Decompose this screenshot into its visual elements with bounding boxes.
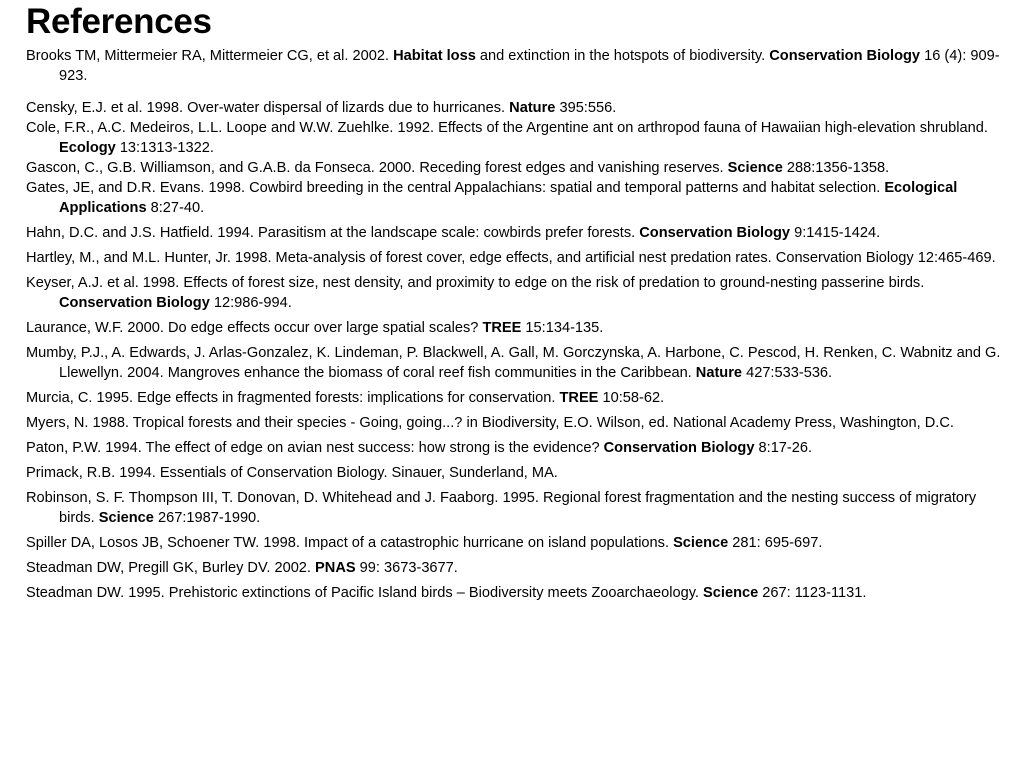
reference-text: 15:134-135. bbox=[521, 320, 604, 336]
reference-text: 13:1313-1322. bbox=[115, 140, 214, 156]
reference-item bbox=[26, 343, 1011, 383]
page-title: References bbox=[26, 2, 212, 41]
reference-text: Keyser, A.J. et al. 1998. Effects of forest size, nest density, and proximity to edge on the risk of predation to ground-nesting passerine birds. bbox=[26, 275, 925, 291]
reference-text: Brooks TM, Mittermeier RA, Mittermeier CG, et al. 2002. bbox=[26, 48, 394, 64]
reference-text: Steadman DW. 1995. Prehistoric extinctions of Pacific Island birds – Biodiversity meets Zooarchaeology. bbox=[26, 585, 704, 601]
reference-item bbox=[26, 388, 1011, 408]
reference-item bbox=[26, 533, 1011, 553]
reference-emphasis: Ecological Applications bbox=[59, 180, 958, 216]
reference-text: Hartley, M., and M.L. Hunter, Jr. 1998. Meta-analysis of forest cover, edge effects, and artificial nest predation rates. Conservation Biology 12:465-469. bbox=[26, 250, 996, 266]
reference-text: 16 (4): 909-923. bbox=[59, 48, 1000, 84]
reference-item bbox=[26, 318, 1011, 338]
reference-list bbox=[26, 46, 1011, 608]
reference-item bbox=[26, 223, 1011, 243]
reference-text: Mumby, P.J., A. Edwards, J. Arlas-Gonzalez, K. Lindeman, P. Blackwell, A. Gall, M. Gorczynska, A. Harbone, C. Pescod, H. Renken, C. Wabnitz and G. Llewellyn. 2004. Mangroves enhance the biomass of coral reef fish communities in the Caribbean. bbox=[26, 345, 1001, 381]
reference-emphasis: Conservation Biology bbox=[639, 225, 791, 241]
reference-item bbox=[26, 583, 1011, 603]
reference-item bbox=[26, 118, 1011, 158]
reference-text: Robinson, S. F. Thompson III, T. Donovan, D. Whitehead and J. Faaborg. 1995. Regional forest fragmentation and the nesting success of migratory birds. bbox=[26, 490, 977, 526]
reference-text: Laurance, W.F. 2000. Do edge effects occur over large spatial scales? bbox=[26, 320, 483, 336]
reference-emphasis: Conservation Biology bbox=[603, 440, 755, 456]
reference-text: 10:58-62. bbox=[598, 390, 665, 406]
reference-emphasis: TREE bbox=[559, 390, 599, 406]
reference-item bbox=[26, 558, 1011, 578]
reference-text: 267: 1123-1131. bbox=[758, 585, 867, 601]
reference-text: 395:556. bbox=[555, 100, 617, 116]
reference-item bbox=[26, 488, 1011, 528]
reference-item bbox=[26, 178, 1011, 218]
reference-emphasis: Ecology bbox=[59, 140, 116, 156]
reference-text: Gascon, C., G.B. Williamson, and G.A.B. da Fonseca. 2000. Receding forest edges and vanishing reserves. bbox=[26, 160, 728, 176]
reference-text: Murcia, C. 1995. Edge effects in fragmented forests: implications for conservation. bbox=[26, 390, 560, 406]
reference-item bbox=[26, 438, 1011, 458]
reference-text: 12:986-994. bbox=[209, 295, 292, 311]
reference-emphasis: Nature bbox=[509, 100, 556, 116]
reference-text: Myers, N. 1988. Tropical forests and their species - Going, going...? in Biodiversity, E.O. Wilson, ed. National Academy Press, Washington, D.C. bbox=[26, 415, 954, 431]
reference-text: Hahn, D.C. and J.S. Hatfield. 1994. Parasitism at the landscape scale: cowbirds prefer forests. bbox=[26, 225, 640, 241]
reference-text: and extinction in the hotspots of biodiversity. bbox=[475, 48, 770, 64]
reference-text: 99: 3673-3677. bbox=[355, 560, 458, 576]
reference-emphasis: Science bbox=[703, 585, 759, 601]
reference-text: Cole, F.R., A.C. Medeiros, L.L. Loope and W.W. Zuehlke. 1992. Effects of the Argentine ant on arthropod fauna of Hawaiian high-elevation shrubland. bbox=[26, 120, 988, 136]
reference-item bbox=[26, 273, 1011, 313]
reference-text: 427:533-536. bbox=[742, 365, 833, 381]
reference-text: Primack, R.B. 1994. Essentials of Conservation Biology. Sinauer, Sunderland, MA. bbox=[26, 465, 558, 481]
reference-emphasis: Conservation Biology bbox=[59, 295, 210, 311]
reference-text: 8:17-26. bbox=[754, 440, 813, 456]
reference-item bbox=[26, 158, 1011, 178]
reference-item bbox=[26, 463, 1011, 483]
reference-emphasis: PNAS bbox=[315, 560, 356, 576]
reference-emphasis: Science bbox=[673, 535, 729, 551]
reference-emphasis: Conservation Biology bbox=[769, 48, 921, 64]
reference-text: 8:27-40. bbox=[146, 200, 205, 216]
reference-item bbox=[26, 98, 1011, 118]
reference-text: Paton, P.W. 1994. The effect of edge on avian nest success: how strong is the evidence? bbox=[26, 440, 604, 456]
reference-text: Steadman DW, Pregill GK, Burley DV. 2002. bbox=[26, 560, 316, 576]
reference-text: Censky, E.J. et al. 1998. Over-water dispersal of lizards due to hurricanes. bbox=[26, 100, 510, 116]
reference-emphasis: TREE bbox=[482, 320, 522, 336]
reference-item bbox=[26, 248, 1011, 268]
reference-text: 288:1356-1358. bbox=[782, 160, 890, 176]
reference-item bbox=[26, 46, 1011, 86]
reference-text: 267:1987-1990. bbox=[153, 510, 261, 526]
reference-text: 9:1415-1424. bbox=[790, 225, 881, 241]
reference-emphasis: Habitat loss bbox=[393, 48, 476, 64]
reference-emphasis: Nature bbox=[695, 365, 743, 381]
reference-emphasis: Science bbox=[727, 160, 783, 176]
reference-text: Spiller DA, Losos JB, Schoener TW. 1998. Impact of a catastrophic hurricane on island populations. bbox=[26, 535, 674, 551]
reference-item bbox=[26, 413, 1011, 433]
reference-text: 281: 695-697. bbox=[728, 535, 823, 551]
reference-emphasis: Science bbox=[98, 510, 154, 526]
reference-text: Gates, JE, and D.R. Evans. 1998. Cowbird breeding in the central Appalachians: spatial and temporal patterns and habitat selection. bbox=[26, 180, 885, 196]
